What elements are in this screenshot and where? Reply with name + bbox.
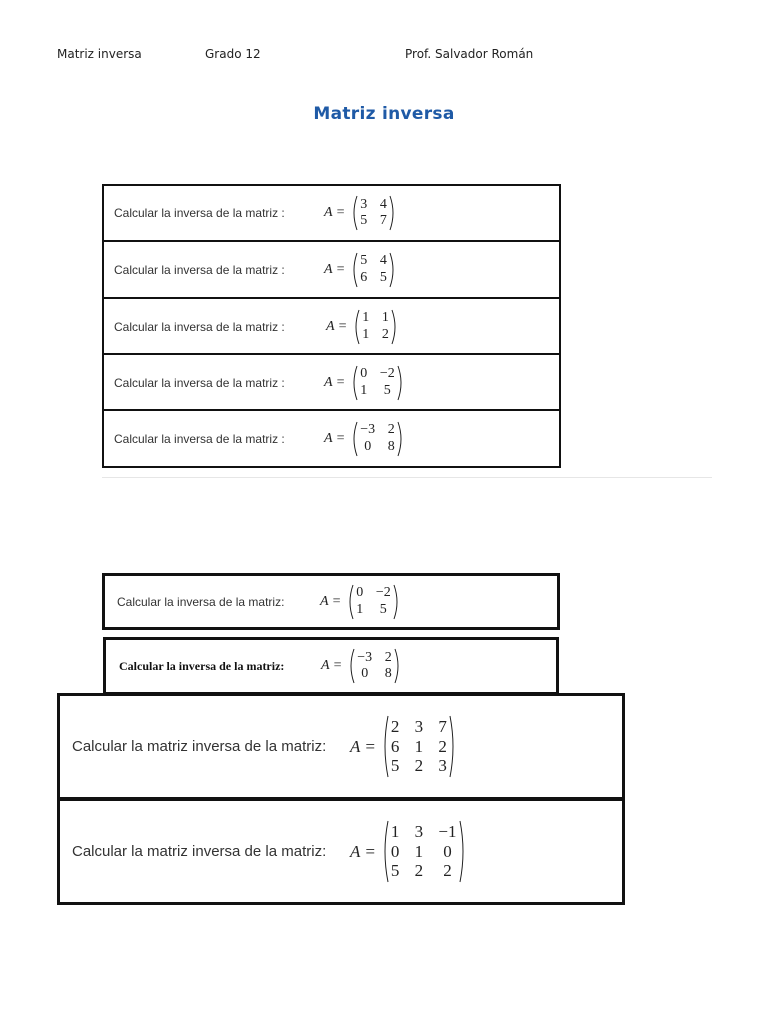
equation-lhs: A = <box>321 658 343 673</box>
exercise-label: Calcular la inversa de la matriz: <box>119 658 285 673</box>
matrix <box>348 648 401 684</box>
matrix-entry: 3 <box>414 717 424 737</box>
right-parenthesis <box>394 648 401 684</box>
equation-lhs: A = <box>324 205 346 220</box>
matrix-entry: 1 <box>381 310 389 326</box>
right-parenthesis <box>397 421 404 457</box>
matrix-entry: 8 <box>384 666 392 681</box>
matrix <box>382 715 456 778</box>
matrix-entry: 4 <box>379 196 387 212</box>
matrix-entry: 5 <box>379 601 387 617</box>
matrix-entry: 5 <box>383 382 391 398</box>
matrix <box>347 584 400 620</box>
exercise-label: Calcular la matriz inversa de la matriz: <box>72 843 327 860</box>
equation <box>350 820 466 883</box>
matrix-entry: −2 <box>375 585 391 601</box>
matrix-entries <box>354 584 393 620</box>
divider <box>102 477 712 478</box>
matrix <box>351 195 396 231</box>
matrix <box>382 820 466 883</box>
matrix-entry: 7 <box>438 717 447 737</box>
equation <box>324 252 396 288</box>
left-parenthesis <box>351 195 358 231</box>
matrix-entry: 1 <box>362 310 370 326</box>
equation-lhs: A = <box>350 736 376 756</box>
matrix-entry: 1 <box>414 841 424 861</box>
exercise-box <box>103 637 559 695</box>
matrix-entry: 5 <box>360 213 368 228</box>
matrix-entry: 3 <box>438 756 447 776</box>
matrix-entry: −3 <box>360 422 376 438</box>
page-title: Matriz inversa <box>313 104 455 124</box>
matrix-entries <box>358 252 389 288</box>
matrix-entry: 2 <box>443 861 452 881</box>
left-parenthesis <box>351 252 358 288</box>
right-parenthesis <box>449 715 456 778</box>
matrix-entries <box>358 421 397 457</box>
matrix-entry: 2 <box>390 717 400 737</box>
matrix <box>351 252 396 288</box>
right-parenthesis <box>389 195 396 231</box>
matrix-entry: −1 <box>438 822 457 842</box>
matrix-entry: 1 <box>356 601 364 617</box>
matrix-entry: 0 <box>364 438 372 454</box>
matrix-entry: 5 <box>390 756 400 776</box>
matrix-entry: 0 <box>361 666 369 681</box>
matrix-entry: 6 <box>360 269 368 285</box>
right-parenthesis <box>393 584 400 620</box>
left-parenthesis <box>351 365 358 401</box>
exercise-label: Calcular la matriz inversa de la matriz: <box>72 738 327 755</box>
matrix-entry: 3 <box>414 822 424 842</box>
right-parenthesis <box>397 365 404 401</box>
equation <box>324 365 404 401</box>
matrix-entry: 2 <box>414 861 424 881</box>
header-teacher: Prof. Salvador Román <box>405 47 534 61</box>
matrix-entry: 6 <box>390 736 400 756</box>
matrix-entry: 0 <box>443 841 452 861</box>
exercise-box <box>102 184 561 242</box>
equation <box>324 421 404 457</box>
exercise-label: Calcular la inversa de la matriz : <box>114 262 285 277</box>
matrix <box>353 309 398 345</box>
exercise-box <box>57 798 625 905</box>
exercise-label: Calcular la inversa de la matriz : <box>114 319 285 334</box>
exercise-box <box>57 693 625 800</box>
exercise-box <box>102 409 561 468</box>
matrix-entry: 2 <box>438 736 447 756</box>
exercise-box <box>102 353 561 412</box>
exercise-label: Calcular la inversa de la matriz: <box>117 594 285 609</box>
equation-lhs: A = <box>350 841 376 861</box>
matrix-entries <box>358 195 389 231</box>
equation <box>326 309 398 345</box>
matrix-entry: 2 <box>387 422 395 438</box>
right-parenthesis <box>389 252 396 288</box>
matrix-entry: 5 <box>360 253 368 269</box>
exercise-label: Calcular la inversa de la matriz : <box>114 431 285 446</box>
matrix-entry: 1 <box>414 736 424 756</box>
left-parenthesis <box>353 309 360 345</box>
matrix-entries <box>358 365 397 401</box>
equation <box>321 648 401 684</box>
matrix <box>351 365 404 401</box>
equation-lhs: A = <box>324 261 346 277</box>
matrix-entry: 2 <box>381 326 389 342</box>
equation-lhs: A = <box>320 593 342 609</box>
matrix-entry: 1 <box>360 382 368 398</box>
matrix-entry: 8 <box>387 438 395 454</box>
matrix-entry: −2 <box>379 366 395 382</box>
left-parenthesis <box>351 421 358 457</box>
left-parenthesis <box>382 715 389 778</box>
equation-lhs: A = <box>324 430 346 446</box>
equation-lhs: A = <box>326 318 348 334</box>
matrix-entry: 4 <box>379 253 387 269</box>
left-parenthesis <box>382 820 389 883</box>
matrix-entry: −3 <box>357 649 373 665</box>
right-parenthesis <box>459 820 466 883</box>
matrix-entry: 1 <box>390 822 400 842</box>
equation <box>324 195 396 231</box>
matrix-entries <box>360 309 391 345</box>
matrix-entry: 3 <box>360 196 368 212</box>
exercise-box <box>102 297 561 356</box>
exercise-label: Calcular la inversa de la matriz : <box>114 375 285 390</box>
exercise-label: Calcular la inversa de la matriz : <box>114 206 285 220</box>
equation <box>350 715 456 778</box>
matrix-entry: 2 <box>414 756 424 776</box>
matrix-entries <box>389 820 459 883</box>
right-parenthesis <box>391 309 398 345</box>
matrix-entries <box>355 648 394 684</box>
matrix-entry: 0 <box>390 841 400 861</box>
left-parenthesis <box>347 584 354 620</box>
matrix-entry: 5 <box>390 861 400 881</box>
equation-lhs: A = <box>324 374 346 390</box>
header-grade: Grado 12 <box>205 47 261 61</box>
matrix-entry: 2 <box>384 649 392 665</box>
matrix-entry: 1 <box>362 326 370 342</box>
exercise-box <box>102 573 560 630</box>
matrix-entry: 7 <box>379 213 387 228</box>
matrix-entries <box>389 715 449 778</box>
matrix-entry: 5 <box>379 269 387 285</box>
exercise-box <box>102 240 561 299</box>
matrix <box>351 421 404 457</box>
left-parenthesis <box>348 648 355 684</box>
header-course: Matriz inversa <box>57 47 142 61</box>
matrix-entry: 0 <box>356 585 364 601</box>
equation <box>320 584 400 620</box>
matrix-entry: 0 <box>360 366 368 382</box>
